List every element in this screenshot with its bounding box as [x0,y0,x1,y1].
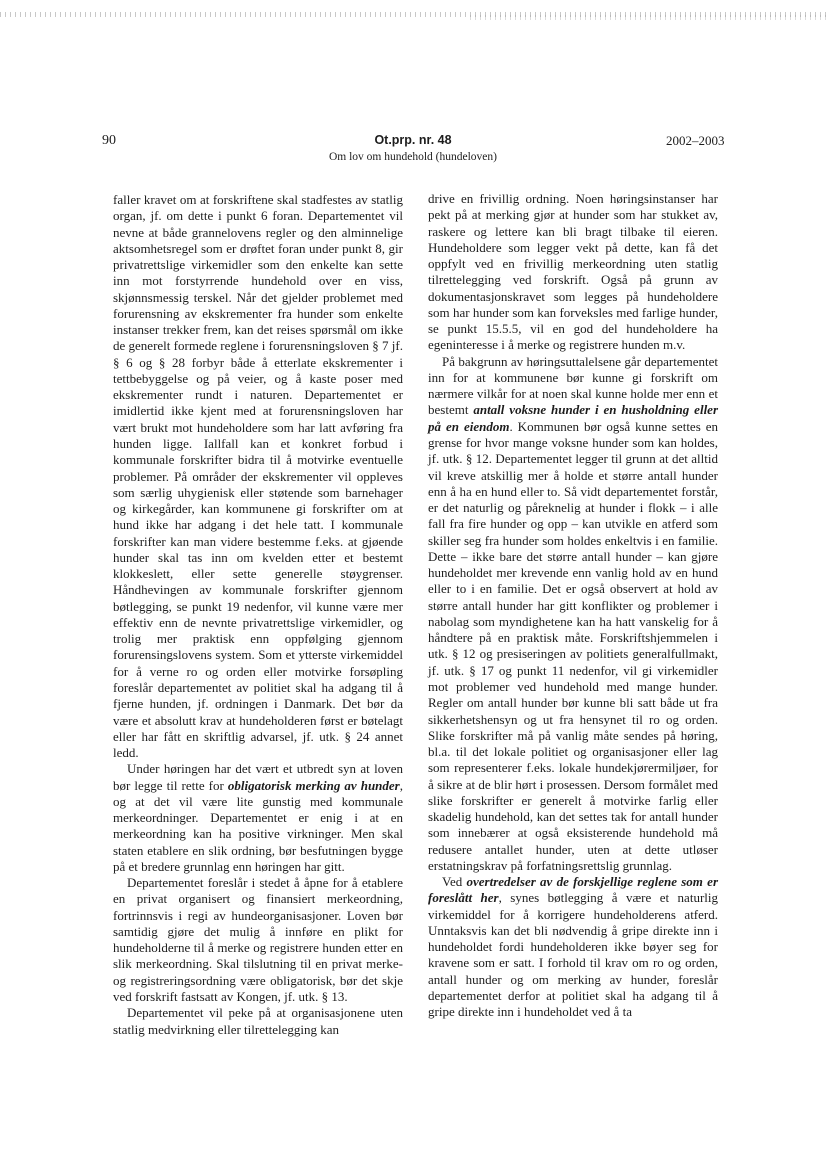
paragraph-text: Ved [442,874,467,890]
body-paragraph [113,192,403,761]
paragraph-text: , og at det vil være lite gunstig med kommunale merkeordninger. Departementet er enig i at en merkeordning kan ha positive virkninger. Men skal staten etablere en slik ordning, bør besfutningen bygge på et bredere grunnlag enn høringen har gitt. [113,777,403,874]
body-paragraph [428,191,718,354]
paragraph-text: Under høringen har det vært et utbredt syn at loven bør legge til rette for [113,761,403,793]
paragraph-text: faller kravet om at forskriftene skal stadfestes av statlig organ, jf. om dette i punkt 6 foran. Departementet vil nevne at både grannelovens regler og den alminnelige aktsomhetsregel som er drøftet foran under punkt 8, gir privatrettslige virkemidler som den enkelte kan sette inn mot forstyrrende hundehold over en viss, skjønnsmessig terskel. Når det gjelder problemet med forurensning av ekskrementer fra hunder som enkelte instanser trekker frem, kan det reises spørsmål om ikke de generelt formede reglene i forurensningsloven § 7 jf. § 6 og § 28 forbyr både å etterlate ekskrementer i tettbebyggelse og på veier, og å kaste poser med ekskrementer rundt i naturen. Departementet er imidlertid ikke kjent med at forurensningsloven har vært brukt mot hundeholdere som har latt avføring fra hunden ligge. Iallfall kan et konkret forbud i kommunale forskrifter bidra til å motvirke eventuelle problemer. På områder der ekskrementer vil oppleves som særlig uhygienisk eller støtende som barnehager og kirkegårder, kan kommunene gi forskrifter om at hund ikke har adgang i det hele tatt. I kommunale forskrifter kan man videre bestemme f.eks. at gjøende hunder skal tas inn om kvelden etter et bestemt klokkeslett, eller sette generelle støygrenser. Håndhevingen av kommunale forskrifter gjennom bøtlegging, se punkt 19 nedenfor, vil kunne være mer effektiv enn de nevnte privatrettslige virkemidler, og trolig mer praktisk enn oppfølging gjennom forurensingslovens system. Som et ytterste virkemiddel for å verne ro og orden eller motvirke forsøpling foreslår departementet av politiet skal ha adgang til å fjerne hunden, jf. ordningen i Danmark. Det bør da være et absolutt krav at hundeholderen først er bøtelagt eller har fått en skriftlig advarsel, jf. utk. § 24 annet ledd. [113,192,403,761]
right-column [428,191,718,1021]
emphasized-term: overtredelser av de forskjellige reglene som er foreslått her [428,874,719,906]
left-column [113,192,403,1038]
paragraph-text: På bakgrunn av høringsuttalelsene går departementet inn for at kommunene bør kunne gi forskrift om nærmere vilkår for at noen skal kunne holde mer enn et bestemt [428,353,718,418]
paragraph-text: , synes bøtlegging å være et naturlig virkemiddel for å korrigere hundeholderens atferd. Unntaksvis kan det bli nødvendig å gripe direkte inn i hundeholdet fordi hundeholderen ikke bøyer seg for kravene som er satt. I forhold til krav om ro og orden, antall hunder og om merking av hunder, foreslår departementet derfor at politiet skal ha adgang til å gripe direkte inn i hundeholdet ved å ta [428,890,718,1020]
document-subtitle: Om lov om hundehold (hundeloven) [328,151,497,163]
body-paragraph [113,1005,403,1038]
document-title: Ot.prp. nr. 48 [374,133,452,147]
body-paragraph [428,874,718,1020]
body-paragraph [113,875,403,1005]
paragraph-text: Departementet vil peke på at organisasjonene uten statlig medvirkning eller tilrettelegging kan [113,1005,403,1037]
running-header [240,133,586,163]
body-paragraph [113,761,403,875]
paragraph-text: drive en frivillig ordning. Noen høringsinstanser har pekt på at merking gjør at hunder som har stukket av, raskere og lettere kan bli bragt tilbake til eieren. Hundeholdere som legger vekt på dette, kan få det oppfylt ved en frivillig merkeordning uten statlig tilrettelegging ved forskrift. Også på grunn av dokumentasjonskravet som legges på hundeholdere som har hunder som kan forveksles med farlige hunder, se punkt 15.5.5, vil en god del hundeholdere ha egeninteresse i å merke og registrere hunden m.v. [428,191,718,353]
page-number: 90 [102,133,116,148]
paragraph-text: . Kommunen bør også kunne settes en grense for hvor mange voksne hunder som kan holdes, jf. utk. § 12. Departementet legger til grunn at det alltid vil kreve atskillig mer å holde et større antall hunder enn å ha en hund eller to. Så vidt departementet forstår, er det naturlig og påreknelig at hunder i flokk – i alle fall fra fire hunder og opp – kan utvikle en atferd som skiller seg fra hunder som holdes enkeltvis i en familie. Dette – ikke bare det større antall hunder – kan gjøre hundeholdet mer krevende enn vanlig hold av en hund eller to i en familie. Det er også observert at hold av større antall hunder har gitt konflikter og problemer i nabolag som myndighetene kan ha hatt vanskelig for å håndtere på en praktisk måte. Forskriftshjemmelen i utk. § 12 og presiseringen av politiets generalfullmakt, jf. utk. § 17 og punkt 11 nedenfor, vil gi virkemidler mot problemer ved hundehold med mange hunder. Regler om antall hunder bør kunne bli satt både ut fra sikkerhetshensyn og ut fra hensynet til ro og orden. Slike forskrifter må på vanlig måte sendes på høring, bl.a. til det lokale politiet og organisasjoner eller lag som representerer f.eks. lokale hundekjørermiljøer, for å sikre at de blir hørt i prosessen. Dersom formålet med slike forskrifter er generelt å motvirke farlig eller skadelig hundehold, kan det settes tak for antall hunder som innebærer at også eksisterende hundehold må redusere antallet hunder, uten at dette utløser erstatningskrav på forfatningsrettslig grunnlag. [428,418,719,873]
emphasized-term: obligatorisk merking av hunder [227,777,400,793]
emphasized-term: antall voksne hunder i en husholdning eller på en eiendom [428,402,719,434]
body-paragraph [428,354,718,875]
scan-edge-artifact [470,15,826,20]
paragraph-text: Departementet foreslår i stedet å åpne for å etablere en privat organisert og finansiert merkeordning, fortrinnsvis i regi av hundeorganisasjoner. Loven bør samtidig gjøre det mulig å innføre en plikt for hundeholderne til å merke og registrere hunden etter en slik merkeordning. Skal tilslutning til en privat merke- og registreringsordning være obligatorisk, bør det skje ved forskrift fastsatt av Kongen, jf. utk. § 13. [113,875,403,1005]
session-year: 2002–2003 [666,133,725,148]
